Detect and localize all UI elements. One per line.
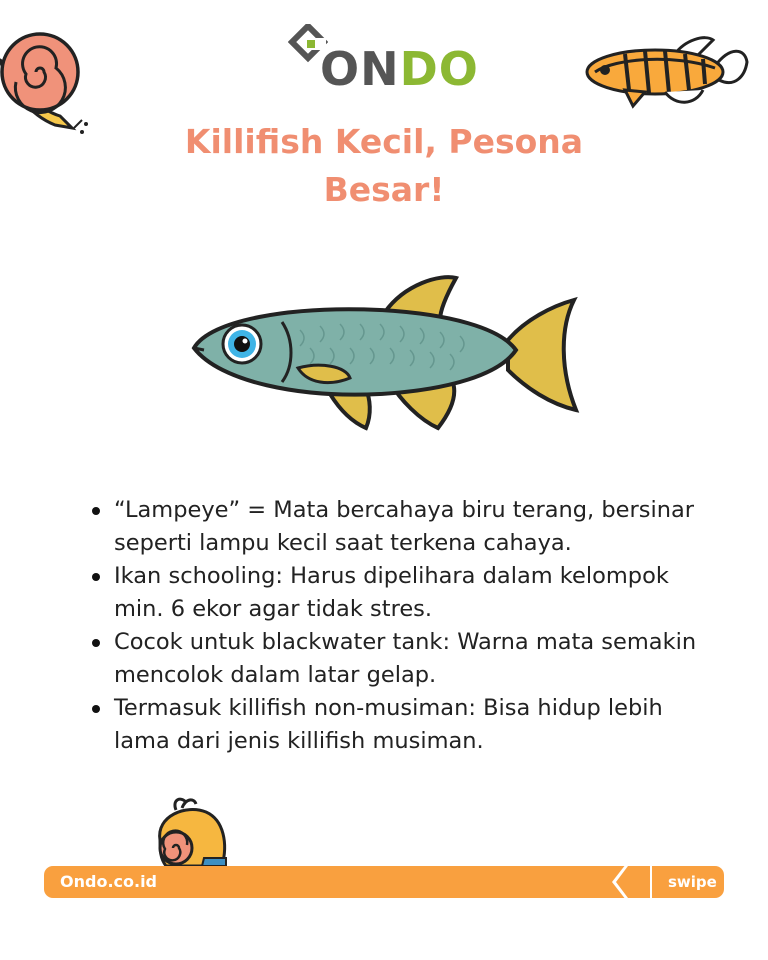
swipe-button[interactable]: swipe: [668, 873, 717, 891]
list-item: Termasuk killifish non-musiman: Bisa hidup lebih lama dari jenis killifish musiman.: [92, 692, 712, 758]
logo-wordmark: [320, 42, 479, 96]
ondo-logo: [288, 24, 488, 98]
list-item: “Lampeye” = Mata bercahaya biru terang, bersinar seperti lampu kecil saat terkena cahaya.: [92, 494, 712, 560]
logo-text-on: ON: [320, 42, 400, 96]
fact-list: [92, 494, 712, 758]
list-item: Cocok untuk blackwater tank: Warna mata semakin mencolok dalam latar gelap.: [92, 626, 712, 692]
chevron-arrow-icon[interactable]: [606, 862, 652, 902]
title-line-2: Besar!: [323, 170, 445, 209]
list-item: Ikan schooling: Harus dipelihara dalam kelompok min. 6 ekor agar tidak stres.: [92, 560, 712, 626]
striped-fish-icon: [585, 32, 751, 112]
logo-text-do: DO: [399, 42, 479, 96]
small-snail-icon: [146, 796, 230, 868]
title-line-1: Killifish Kecil, Pesona: [184, 122, 584, 161]
footer-site-link[interactable]: Ondo.co.id: [60, 872, 158, 891]
page-title: [0, 118, 768, 214]
lampeye-killifish-illustration: [190, 270, 582, 438]
